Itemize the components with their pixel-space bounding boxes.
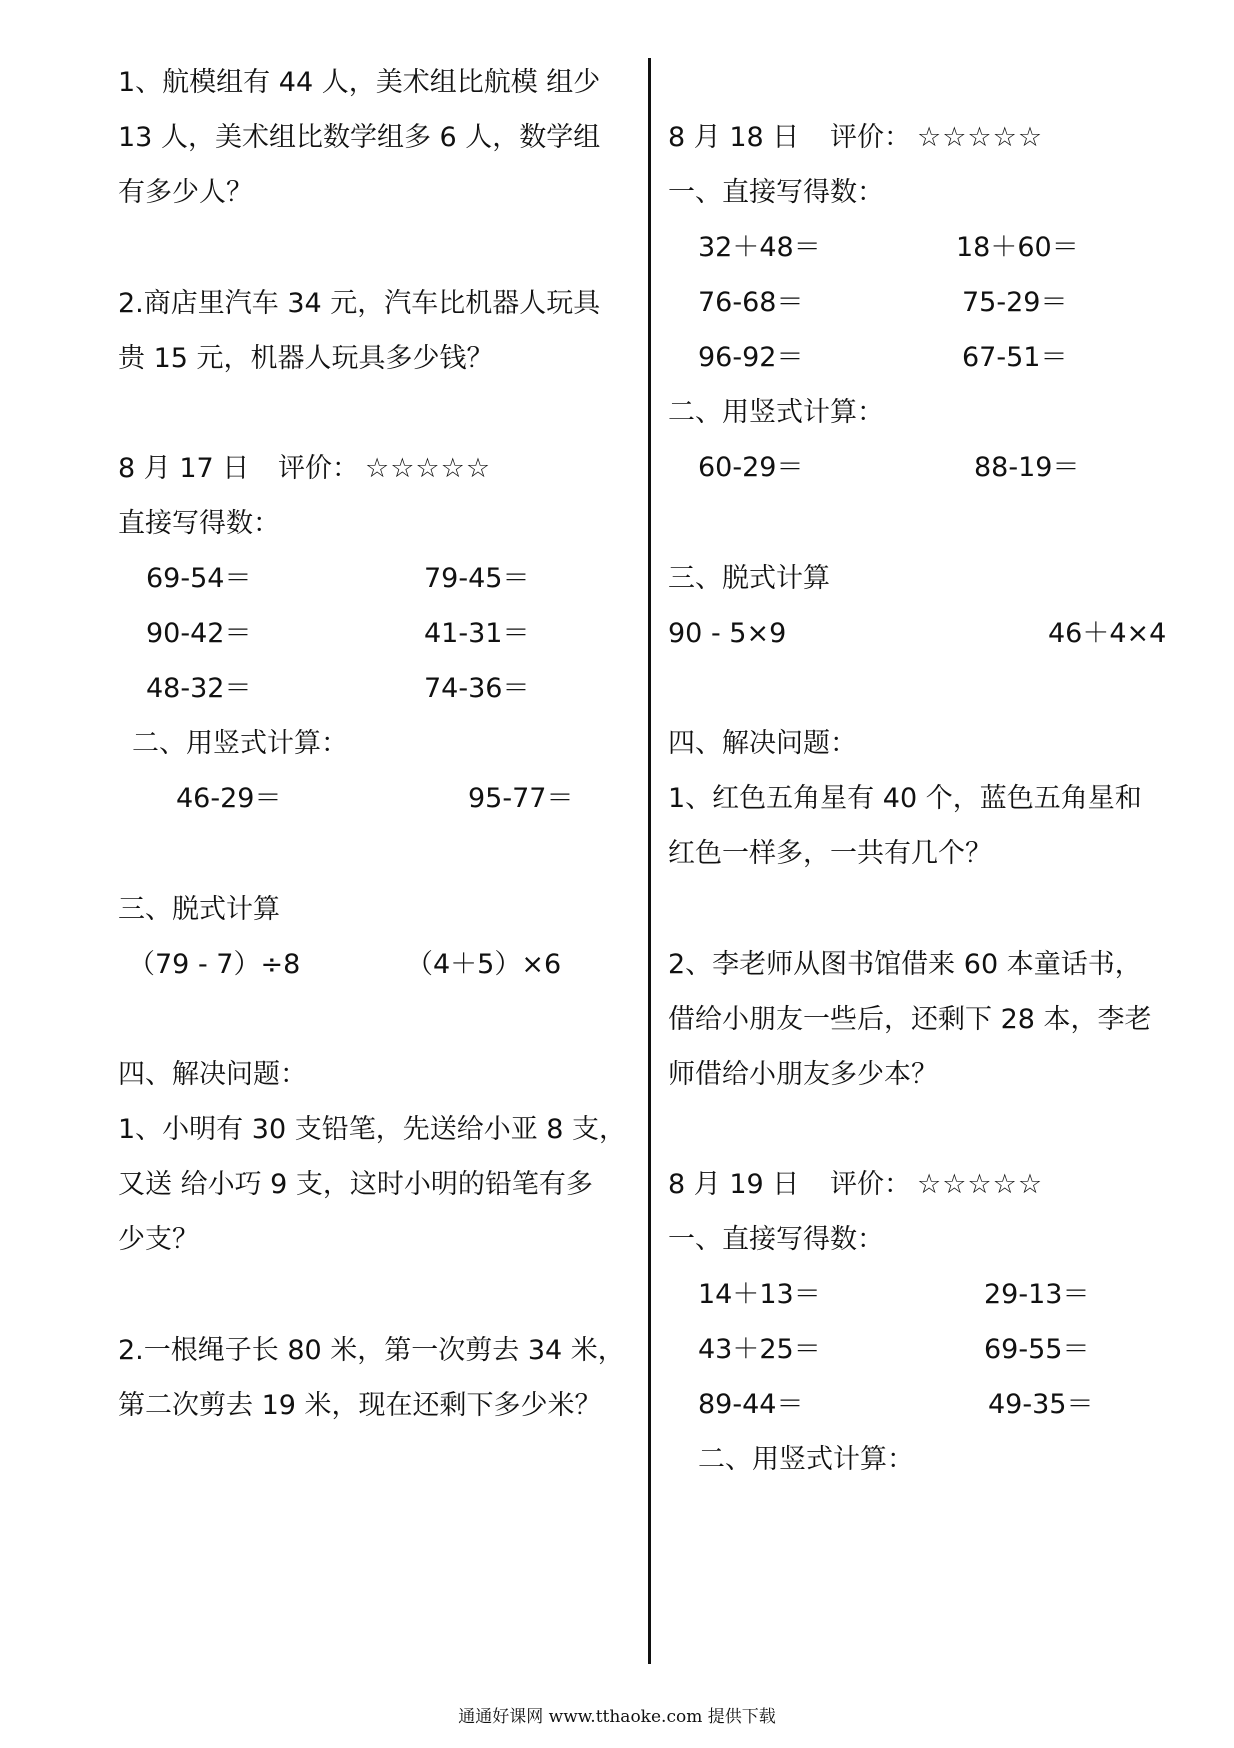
day19-direct-item: 43＋25＝: [698, 1334, 821, 1365]
day19-direct-item: 69-55＝: [984, 1334, 1090, 1365]
day18-direct-item: 32＋48＝: [698, 232, 821, 263]
day17-vertical-heading: 二、用竖式计算：: [132, 728, 348, 759]
day18-stars: ☆☆☆☆☆: [917, 122, 1044, 153]
day17-direct-item: 48-32＝: [146, 673, 252, 704]
column-divider: [648, 58, 651, 1664]
day17-step-item: （79 - 7）÷8: [128, 949, 301, 980]
day17-solve-heading: 四、解决问题：: [118, 1059, 307, 1090]
day18-direct-item: 75-29＝: [962, 287, 1068, 318]
day18-vertical-heading: 二、用竖式计算：: [668, 397, 884, 428]
day17-direct-item: 69-54＝: [146, 563, 252, 594]
problem-2-line-1: 2.商店里汽车 34 元，汽车比机器人玩具: [118, 288, 601, 319]
day18-solve-2-line-1: 2、李老师从图书馆借来 60 本童话书，: [668, 949, 1142, 980]
day17-date: 8 月 17 日: [118, 453, 250, 484]
day19-direct-item: 14＋13＝: [698, 1279, 821, 1310]
footer-source: 通通好课网 www.tthaoke.com 提供下载: [458, 1707, 776, 1727]
day18-vertical-item: 88-19＝: [974, 452, 1080, 483]
day18-solve-2-line-2: 借给小朋友一些后，还剩下 28 本，李老: [668, 1004, 1152, 1035]
day19-date: 8 月 19 日: [668, 1169, 800, 1200]
day18-solve-heading: 四、解决问题：: [668, 728, 857, 759]
problem-2-line-2: 贵 15 元，机器人玩具多少钱？: [118, 343, 494, 374]
day17-solve-2-line-2: 第二次剪去 19 米，现在还剩下多少米？: [118, 1390, 602, 1421]
day17-direct-item: 74-36＝: [424, 673, 530, 704]
day18-solve-1-line-1: 1、红色五角星有 40 个，蓝色五角星和: [668, 783, 1142, 814]
day18-rating-label: 评价：: [830, 122, 911, 153]
day19-direct-item: 29-13＝: [984, 1279, 1090, 1310]
day17-solve-1-line-3: 少支？: [118, 1224, 199, 1255]
problem-1-line-3: 有多少人？: [118, 177, 253, 208]
day17-direct-heading: 直接写得数：: [118, 508, 280, 539]
day17-step-item: （4＋5）×6: [406, 949, 562, 980]
day19-direct-heading: 一、直接写得数：: [668, 1224, 884, 1255]
day18-vertical-item: 60-29＝: [698, 452, 804, 483]
day18-direct-item: 76-68＝: [698, 287, 804, 318]
day18-direct-item: 18＋60＝: [956, 232, 1079, 263]
day19-direct-item: 49-35＝: [988, 1389, 1094, 1420]
problem-1-line-2: 13 人，美术组比数学组多 6 人，数学组: [118, 122, 601, 153]
day18-step-item: 46＋4×4: [1048, 618, 1167, 649]
problem-1-line-1: 1、航模组有 44 人，美术组比航模 组少: [118, 67, 601, 98]
day19-stars: ☆☆☆☆☆: [917, 1169, 1044, 1200]
day19-direct-item: 89-44＝: [698, 1389, 804, 1420]
day17-stars: ☆☆☆☆☆: [365, 453, 492, 484]
day18-step-heading: 三、脱式计算: [668, 563, 830, 594]
day17-solve-2-line-1: 2.一根绳子长 80 米，第一次剪去 34 米，: [118, 1335, 625, 1366]
day17-step-heading: 三、脱式计算: [118, 894, 280, 925]
day18-solve-1-line-2: 红色一样多，一共有几个？: [668, 838, 992, 869]
day17-direct-item: 41-31＝: [424, 618, 530, 649]
day17-direct-item: 90-42＝: [146, 618, 252, 649]
day19-vertical-heading: 二、用竖式计算：: [698, 1444, 914, 1475]
day18-direct-item: 96-92＝: [698, 342, 804, 373]
day17-vertical-item: 46-29＝: [176, 783, 282, 814]
day17-solve-1-line-2: 又送 给小巧 9 支，这时小明的铅笔有多: [118, 1169, 593, 1200]
day19-rating-label: 评价：: [830, 1169, 911, 1200]
day18-step-item: 90 - 5×9: [668, 618, 787, 649]
day17-vertical-item: 95-77＝: [468, 783, 574, 814]
day18-direct-item: 67-51＝: [962, 342, 1068, 373]
day17-solve-1-line-1: 1、小明有 30 支铅笔，先送给小亚 8 支，: [118, 1114, 627, 1145]
day18-direct-heading: 一、直接写得数：: [668, 177, 884, 208]
day17-direct-item: 79-45＝: [424, 563, 530, 594]
day18-solve-2-line-3: 师借给小朋友多少本？: [668, 1059, 938, 1090]
day17-rating-label: 评价：: [278, 453, 359, 484]
day18-date: 8 月 18 日: [668, 122, 800, 153]
